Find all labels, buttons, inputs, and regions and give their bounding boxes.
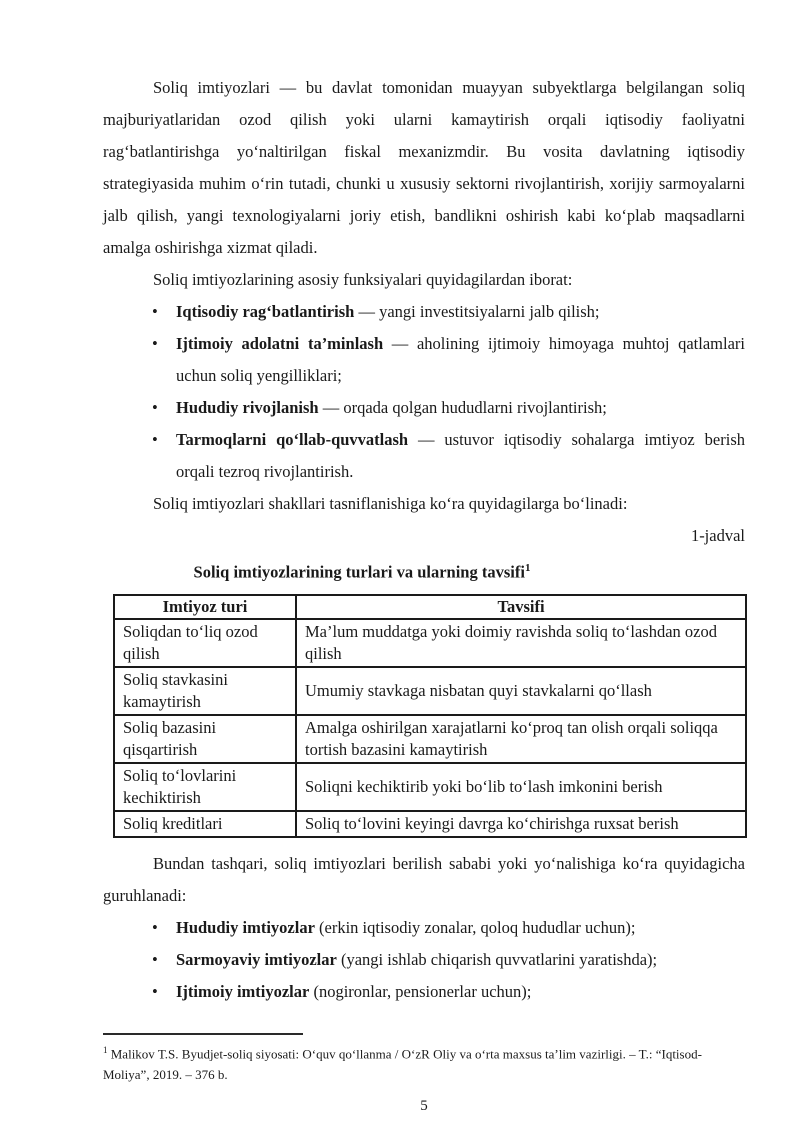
list-item-term: Sarmoyaviy imtiyozlar (176, 949, 337, 969)
list-item-term: Iqtisodiy rag‘batlantirish (176, 302, 355, 321)
table-cell-desc: Soliqni kechiktirib yoki bo‘lib to‘lash imkonini berish (296, 763, 746, 811)
table-row (114, 763, 746, 811)
table-cell-desc: Umumiy stavkaga nisbatan quyi stavkalarni qo‘llash (296, 667, 746, 715)
list-item (103, 424, 745, 488)
list-item (103, 912, 745, 944)
table-cell-desc: Ma’lum muddatga yoki doimiy ravishda soliq to‘lashdan ozod qilish (296, 619, 746, 667)
footnote-citation: Malikov T.S. Byudjet-soliq siyosati: O‘quv qo‘llanma / O‘zR Oliy va o‘rta maxsus ta’lim vazirligi. – T.: “Iqtisod-Moliya”, 2019. – 376 b. (103, 1045, 702, 1082)
table-title-text: Soliq imtiyozlarining turlari va ularning tavsifi (193, 562, 525, 582)
footnote-number: 1 (103, 1044, 108, 1055)
table-cell-type: Soliq bazasini qisqartirish (114, 715, 296, 763)
table-row (114, 811, 746, 837)
list-item-text: — aholining ijtimoiy himoyaga muhtoj qatlamlari uchun soliq yengilliklari; (176, 334, 745, 385)
functions-bullet-list (103, 296, 745, 488)
classification-intro-paragraph: Soliq imtiyozlari shakllari tasniflanishiga ko‘ra quyidagilarga bo‘linadi: (153, 494, 628, 513)
list-item-term: Hududiy rivojlanish (176, 398, 319, 417)
list-item (103, 944, 745, 976)
list-item (103, 328, 745, 392)
table-header-type: Imtiyoz turi (114, 595, 296, 619)
table-cell-type: Soliqdan to‘liq ozod qilish (114, 619, 296, 667)
footnote-separator-line (103, 1033, 303, 1035)
functions-intro-paragraph: Soliq imtiyozlarining asosiy funksiyalari quyidagilardan iborat: (153, 270, 573, 289)
table-row (114, 667, 746, 715)
list-item-text: — ustuvor iqtisodiy sohalarga imtiyoz berish orqali tezroq rivojlantirish. (176, 430, 745, 481)
list-item (103, 296, 745, 328)
grouping-intro-paragraph: Bundan tashqari, soliq imtiyozlari berilish sababi yoki yo‘nalishiga ko‘ra quyidagicha guruhlanadi: (103, 853, 745, 905)
list-item (103, 392, 745, 424)
list-item-text: (nogironlar, pensionerlar uchun); (309, 981, 532, 1001)
list-item-term: Hududiy imtiyozlar (176, 917, 315, 937)
table-cell-desc: Soliq to‘lovini keyingi davrga ko‘chirishga ruxsat berish (296, 811, 746, 837)
list-item-term: Ijtimoiy imtiyozlar (176, 981, 310, 1001)
table-cell-desc: Amalga oshirilgan xarajatlarni ko‘proq tan olish orqali soliqqa tortish bazasini kamaytirish (296, 715, 746, 763)
footnote-block (103, 1033, 745, 1085)
table-number-label: 1-jadval (690, 526, 745, 545)
list-item-text: — orqada qolgan hududlarni rivojlantirish; (318, 398, 607, 417)
table-header-desc: Tavsifi (296, 595, 746, 619)
benefits-table (113, 594, 747, 838)
page-number: 5 (420, 1097, 428, 1114)
table-header-row (114, 595, 746, 619)
footnote-text (103, 1040, 745, 1085)
list-item (103, 976, 745, 1008)
list-item-term: Ijtimoiy adolatni ta’minlash (176, 334, 384, 353)
table-row (114, 619, 746, 667)
table-cell-type: Soliq kreditlari (114, 811, 296, 837)
intro-paragraph: Soliq imtiyozlari — bu davlat tomonidan muayyan subyektlarga belgilangan soliq majburiyatlaridan ozod qilish yoki ularni kamaytirish orqali iqtisodiy faoliyatni rag‘batlantirishga yo‘naltirilgan fiskal mexanizmdir. Bu vosita davlatning iqtisodiy strategiyasida muhim o‘rin tutadi, chunki u xususiy sektorni rivojlantirish, xorijiy sarmoyalarni jalb qilish, yangi texnologiyalarni joriy etish, bandlikni oshirish kabi ko‘plab maqsadlarni amalga oshirishga xizmat qiladi. (103, 78, 745, 257)
footnote-reference-mark: 1 (524, 562, 531, 574)
table-cell-type: Soliq stavkasini kamaytirish (114, 667, 296, 715)
list-item-text: (erkin iqtisodiy zonalar, qoloq hududlar uchun); (314, 917, 636, 937)
table-cell-type: Soliq to‘lovlarini kechiktirish (114, 763, 296, 811)
table-row (114, 715, 746, 763)
table-title (41, 552, 683, 589)
list-item-term: Tarmoqlarni qo‘llab-quvvatlash (176, 430, 409, 449)
list-item-text: (yangi ishlab chiqarish quvvatlarini yaratishda); (336, 949, 658, 969)
groups-bullet-list (103, 912, 745, 1008)
list-item-text: — yangi investitsiyalarni jalb qilish; (354, 302, 600, 321)
